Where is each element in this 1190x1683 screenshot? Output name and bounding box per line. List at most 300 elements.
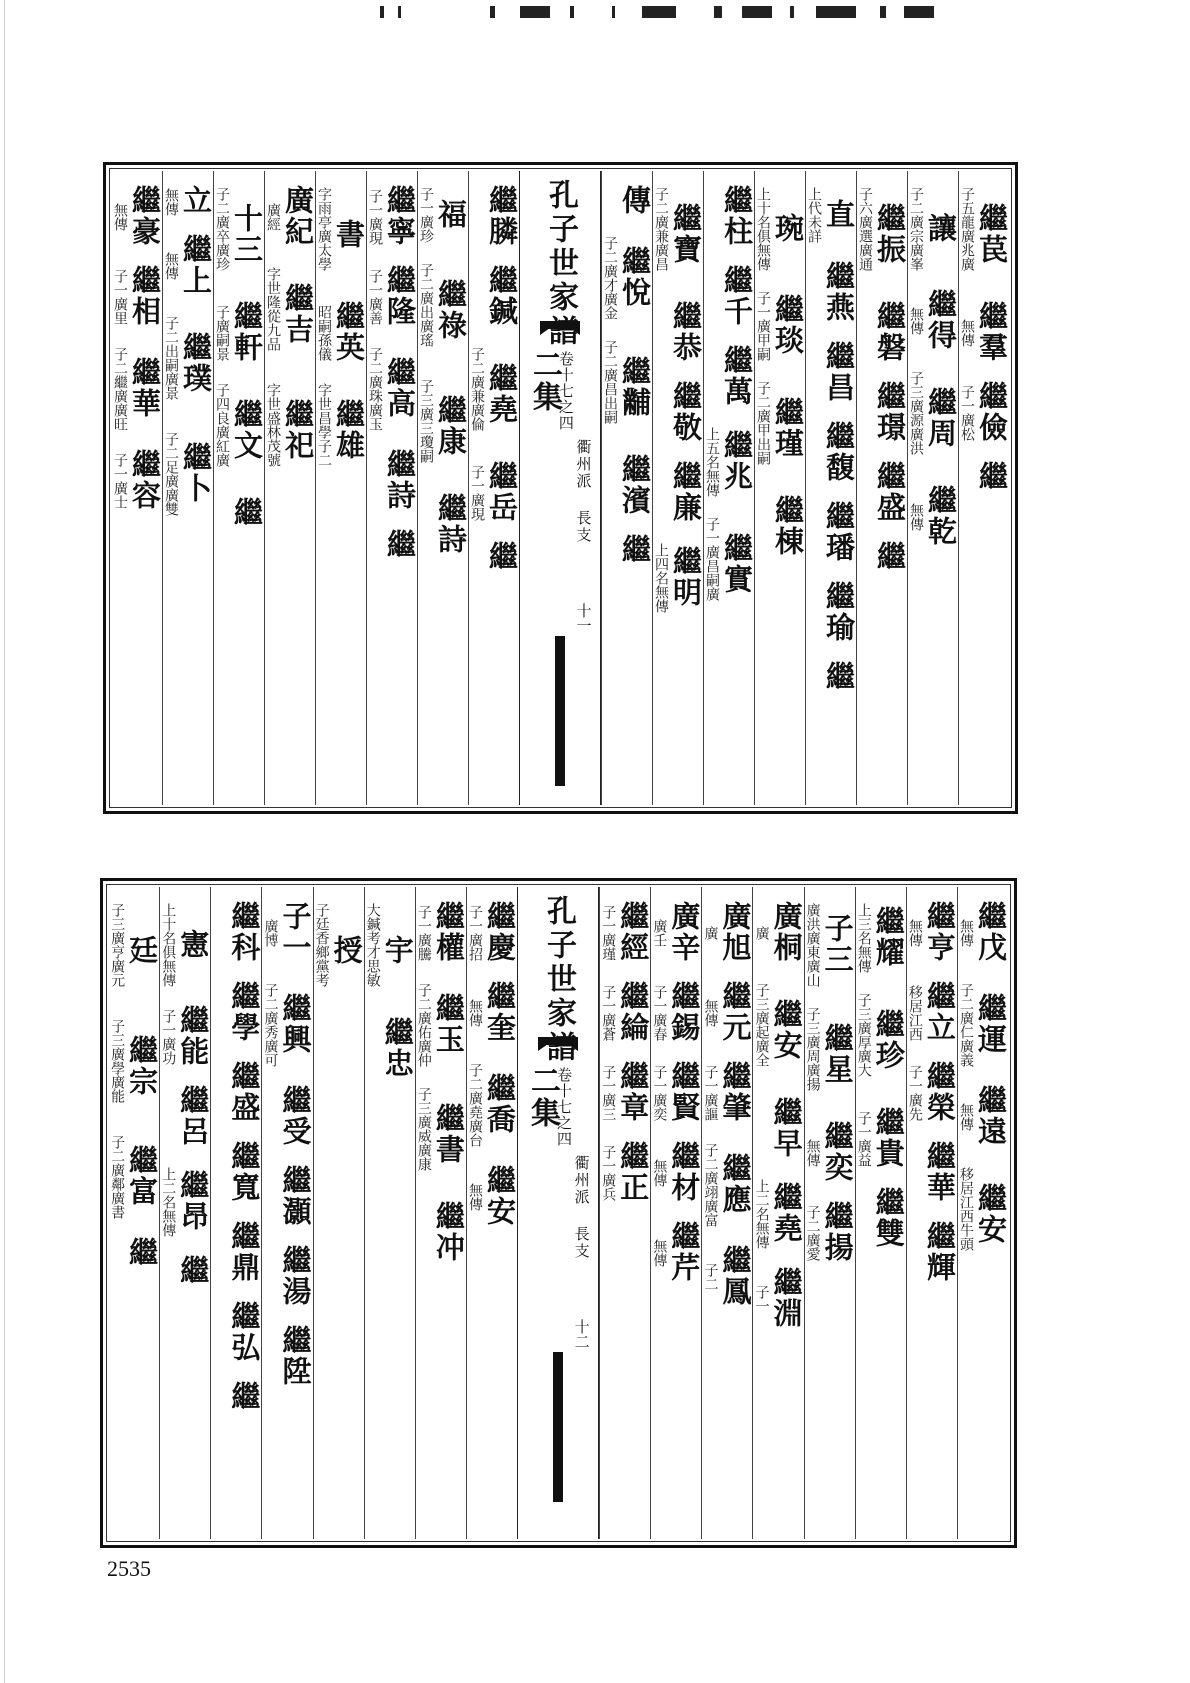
book-title: 孔子世家譜 <box>541 895 577 1065</box>
person-name: 繼悅 <box>618 246 652 308</box>
genealogy-column <box>957 887 1008 1539</box>
person-note: 子二廣鄰廣書 <box>109 1135 126 1219</box>
person-name: 繼鼎 <box>227 1221 262 1283</box>
genealogy-entry <box>873 301 907 363</box>
person-name: 繼揚 <box>820 1201 855 1263</box>
person-note: 子五龍廣兆廣 <box>959 187 975 271</box>
person-name: 繼寬 <box>227 1141 262 1203</box>
genealogy-entry <box>856 901 906 973</box>
person-name: 繼瑾 <box>771 397 805 459</box>
genealogy-entry <box>213 185 264 283</box>
person-note: 無傳 <box>958 919 974 947</box>
genealogy-column <box>906 887 957 1539</box>
genealogy-entry <box>651 1141 701 1203</box>
person-name: 繼華 <box>922 1141 957 1203</box>
person-note: 子六廣選廣通 <box>857 187 873 271</box>
genealogy-entry <box>856 1107 906 1169</box>
person-name: 繼珍 <box>871 1009 906 1071</box>
person-note: 子一廣先 <box>906 1065 923 1121</box>
person-name: 繼 <box>485 541 519 572</box>
genealogy-entry <box>109 1017 159 1115</box>
genealogy-entry <box>702 981 752 1043</box>
person-name: 繼高 <box>383 357 417 419</box>
person-note: 子一廣奕 <box>651 1065 668 1121</box>
genealogy-entry <box>467 1061 517 1147</box>
genealogy-entry <box>669 301 703 363</box>
person-note: 子二廣佑廣仲 <box>415 983 432 1067</box>
person-name: 繼奎 <box>482 981 517 1043</box>
person-name: 十三 <box>230 203 264 265</box>
genealogy-entry <box>908 485 958 547</box>
genealogy-entry <box>720 265 754 327</box>
genealogy-entry <box>958 981 1008 1067</box>
genealogy-column <box>650 887 701 1539</box>
person-name: 子三 <box>820 913 855 975</box>
person-name: 繼瑜 <box>822 581 856 643</box>
person-name: 繼岳 <box>485 461 519 523</box>
person-name: 繼 <box>176 1255 211 1286</box>
person-name: 繼隆 <box>383 265 417 327</box>
person-note: 昭嗣孫儀 <box>316 305 332 361</box>
center-fold-column <box>519 171 601 805</box>
genealogy-entry <box>485 265 519 327</box>
genealogy-entry <box>873 461 907 523</box>
genealogy-entry <box>263 901 313 963</box>
genealogy-entry <box>754 901 804 963</box>
person-note: 無傳 <box>908 503 924 531</box>
person-name: 繼 <box>822 661 856 692</box>
genealogy-entry <box>227 1141 261 1203</box>
person-name: 繼學 <box>227 981 262 1043</box>
person-note: 子三廣威廣康 <box>415 1087 432 1171</box>
person-name: 繼章 <box>616 1061 651 1123</box>
genealogy-entry <box>485 541 519 572</box>
genealogy-entry <box>822 421 856 483</box>
genealogy-entry <box>230 497 264 528</box>
person-note: 字世昌學子二 <box>316 383 332 467</box>
person-name: 繼書 <box>431 1103 466 1165</box>
person-name: 繼容 <box>128 449 162 511</box>
person-note: 廣壬 <box>651 919 668 947</box>
person-note: 上二名無傳 <box>753 1179 770 1249</box>
person-name: 繼璞 <box>179 332 213 394</box>
person-note: 子二廣翊廣富 <box>702 1143 719 1227</box>
genealogy-entry <box>618 185 652 216</box>
person-note: 子二廣珠廣玉 <box>367 347 383 431</box>
genealogy-column <box>264 171 315 805</box>
person-name: 繼芹 <box>667 1221 702 1283</box>
person-name: 繼奕 <box>820 1121 855 1183</box>
genealogy-entry <box>264 381 315 479</box>
genealogy-entry <box>720 185 754 247</box>
genealogy-entry <box>804 1005 855 1103</box>
person-note: 子一廣善 <box>367 269 383 325</box>
person-name: 繼廉 <box>669 461 703 523</box>
person-note: 子一廣甲嗣 <box>755 291 771 361</box>
person-name: 繼榮 <box>922 1061 957 1123</box>
genealogy-entry <box>754 379 805 477</box>
person-note: 子二廣卒廣珍 <box>214 187 230 271</box>
genealogy-entry <box>770 1097 804 1159</box>
person-note: 字世隆從九品 <box>265 267 281 351</box>
person-note: 無傳 <box>651 1159 668 1187</box>
person-note: 子一廣招 <box>466 905 483 961</box>
genealogy-entry <box>873 541 907 572</box>
person-name: 繼喬 <box>482 1073 517 1135</box>
person-name: 繼軒 <box>230 301 264 363</box>
genealogy-entry <box>755 289 805 361</box>
person-note: 子四良廣紅廣 <box>214 383 230 467</box>
collection-label: 二集 <box>527 349 562 413</box>
genealogy-entry <box>109 1133 159 1219</box>
genealogy-entry <box>313 901 364 999</box>
person-note: 子一廣兵 <box>600 1145 617 1201</box>
person-name: 廷 <box>125 934 160 966</box>
person-name: 繼文 <box>230 399 264 461</box>
genealogy-entry <box>264 265 315 363</box>
genealogy-entry <box>316 301 366 363</box>
genealogy-entry <box>160 1165 210 1237</box>
person-note: 移居江西 <box>906 985 923 1041</box>
genealogy-entry <box>669 381 703 443</box>
person-note: 子一廣益 <box>855 1111 872 1167</box>
genealogy-page-upper <box>103 162 1018 814</box>
person-name: 繼 <box>230 497 264 528</box>
person-note: 子二廣甲出嗣 <box>755 381 771 465</box>
person-name: 繼灝 <box>278 1165 313 1227</box>
person-name: 繼盛 <box>227 1061 262 1123</box>
person-name: 繼馥 <box>822 421 856 483</box>
person-note: 子一 <box>753 1285 770 1313</box>
person-note: 子二足廣廣雙 <box>163 432 179 516</box>
person-note: 上十名俱無傳 <box>755 187 771 271</box>
person-note: 子二廣仁廣義 <box>958 983 974 1067</box>
person-note: 子一廣昌嗣廣 <box>704 517 720 601</box>
genealogy-entry <box>651 981 701 1043</box>
genealogy-entry <box>279 1245 313 1307</box>
person-name: 傳 <box>618 185 652 216</box>
person-name: 繼盛 <box>873 461 907 523</box>
genealogy-entry <box>279 1325 313 1387</box>
genealogy-entry <box>771 495 805 557</box>
person-note: 子二廣愛 <box>804 1205 821 1261</box>
person-note: 無傳 <box>702 999 719 1027</box>
fishtail-mark-bottom <box>555 636 565 786</box>
person-note: 子二 <box>702 1263 719 1291</box>
person-note: 子三廣周廣揚 <box>804 1007 821 1091</box>
genealogy-entry <box>651 901 701 963</box>
person-name: 繼貴 <box>871 1107 906 1169</box>
genealogy-entry <box>227 1061 261 1123</box>
genealogy-entry <box>163 430 213 516</box>
genealogy-entry <box>856 185 907 283</box>
person-name: 繼經 <box>616 901 651 963</box>
person-note: 無傳 <box>959 319 975 347</box>
genealogy-entry <box>923 1221 957 1283</box>
genealogy-column <box>907 171 958 805</box>
genealogy-column <box>364 887 415 1539</box>
volume-label: 卷十七之四 <box>556 351 575 431</box>
genealogy-entry <box>822 341 856 403</box>
person-name: 繼 <box>125 1237 160 1268</box>
genealogy-entry <box>806 185 856 243</box>
genealogy-column <box>417 171 468 805</box>
genealogy-entry <box>908 289 958 351</box>
person-name: 繼濱 <box>618 454 652 516</box>
genealogy-entry <box>754 1267 804 1329</box>
person-name: 繼明 <box>669 546 703 608</box>
person-note: 子一廣功 <box>160 1009 177 1065</box>
genealogy-column <box>804 887 855 1539</box>
person-name: 繼膦 <box>485 185 519 247</box>
person-name: 繼安 <box>974 1183 1008 1245</box>
person-note: 子二廣堯廣台 <box>466 1063 483 1147</box>
person-name: 繼慶 <box>482 901 517 963</box>
person-name: 宇 <box>380 934 415 966</box>
person-name: 繼棟 <box>771 495 805 557</box>
genealogy-entry <box>958 185 1009 283</box>
genealogy-column <box>805 171 856 805</box>
person-name: 繼耀 <box>871 906 906 968</box>
person-name: 繼呂 <box>176 1085 211 1147</box>
person-name: 繼鳳 <box>718 1245 753 1307</box>
person-name: 直 <box>822 198 856 230</box>
person-name: 繼振 <box>873 203 907 265</box>
genealogy-entry <box>704 425 754 497</box>
person-note: 移居江西牛頭 <box>958 1167 974 1251</box>
person-name: 繼 <box>227 1381 262 1412</box>
person-name: 繼陞 <box>278 1325 313 1387</box>
person-name: 繼詩 <box>383 449 417 511</box>
genealogy-column <box>112 171 162 805</box>
genealogy-column <box>109 887 159 1539</box>
person-note: 子二廣才廣金 <box>602 236 618 320</box>
genealogy-column <box>599 887 650 1539</box>
person-name: 繼肇 <box>718 1061 753 1123</box>
person-note: 子三廣三瓊嗣 <box>418 379 434 463</box>
person-name: 繼上 <box>179 234 213 296</box>
genealogy-entry <box>315 185 366 283</box>
person-note: 子一廣現 <box>367 189 383 245</box>
person-note: 字世盛林茂號 <box>265 383 281 467</box>
genealogy-entry <box>651 1061 701 1123</box>
genealogy-entry <box>702 1245 752 1307</box>
person-name: 繼運 <box>974 993 1008 1055</box>
person-note: 無傳 <box>466 999 483 1027</box>
fold-label <box>520 171 600 805</box>
person-name: 繼卜 <box>179 442 213 504</box>
genealogy-column <box>855 887 906 1539</box>
person-name: 繼英 <box>332 301 366 363</box>
person-name: 繼實 <box>720 533 754 595</box>
person-name: 繼敬 <box>669 381 703 443</box>
person-name: 繼昌 <box>822 341 856 403</box>
person-name: 繼 <box>618 534 652 565</box>
genealogy-column <box>415 887 466 1539</box>
genealogy-page-lower <box>100 878 1017 1548</box>
person-name: 繼冲 <box>431 1201 466 1263</box>
person-name: 繼安 <box>769 999 804 1061</box>
person-name: 繼雄 <box>332 399 366 461</box>
person-name: 繼豪 <box>128 185 162 247</box>
genealogy-entry <box>227 1381 261 1412</box>
person-note: 上四名無傳 <box>653 543 669 613</box>
person-note: 無傳 <box>163 252 179 280</box>
collection-label: 二集 <box>524 1065 560 1129</box>
person-note: 子二廣昌出嗣 <box>602 340 618 424</box>
person-note: 無傳 <box>651 1239 668 1267</box>
person-name: 繼黼 <box>618 356 652 418</box>
genealogy-entry <box>125 1237 159 1268</box>
genealogy-entry <box>600 1061 650 1123</box>
genealogy-entry <box>703 515 754 613</box>
person-name: 繼祿 <box>434 279 468 341</box>
person-note: 上二名無傳 <box>160 1167 177 1237</box>
genealogy-column <box>162 171 213 805</box>
person-name: 繼材 <box>667 1141 702 1203</box>
person-note: 子一廣蒼 <box>600 985 617 1041</box>
person-name: 繼璠 <box>822 501 856 563</box>
person-note: 無傳 <box>466 1183 483 1211</box>
person-name: 繼賢 <box>667 1061 702 1123</box>
folio-number: 十二 <box>572 1319 591 1349</box>
person-name: 繼吉 <box>281 283 315 345</box>
genealogy-entry <box>265 185 315 247</box>
genealogy-entry <box>805 901 855 987</box>
person-note: 廣洪廣東廣山 <box>804 903 821 987</box>
person-name: 繼萬 <box>720 345 754 407</box>
genealogy-entry <box>822 261 856 323</box>
person-note: 子二廣宗廣峯 <box>908 187 924 271</box>
genealogy-entry <box>112 265 162 327</box>
genealogy-entry <box>467 901 517 963</box>
person-note: 子廷香鄉黨考 <box>313 903 330 987</box>
person-name: 繼詩 <box>434 493 468 555</box>
genealogy-entry <box>485 185 519 247</box>
genealogy-columns-upper <box>112 171 1009 805</box>
genealogy-column <box>856 171 907 805</box>
genealogy-column <box>958 171 1009 805</box>
genealogy-entry <box>959 381 1009 443</box>
genealogy-entry <box>651 1221 701 1283</box>
genealogy-entry <box>467 981 517 1043</box>
person-note: 子一廣春 <box>651 985 668 1041</box>
genealogy-entry <box>434 493 468 555</box>
person-name: 繼燕 <box>822 261 856 323</box>
person-note: 上五名無傳 <box>704 427 720 497</box>
genealogy-entry <box>416 901 466 963</box>
genealogy-column <box>159 887 210 1539</box>
person-name: 繼乾 <box>924 485 958 547</box>
person-note: 上十名俱無傳 <box>160 903 177 987</box>
person-note: 上代未詳 <box>806 187 822 243</box>
genealogy-columns-lower <box>109 887 1008 1539</box>
person-note: 無傳 <box>906 919 923 947</box>
genealogy-column <box>466 887 517 1539</box>
person-note: 廣經 <box>265 203 281 231</box>
person-name: 繼正 <box>616 1141 651 1203</box>
person-name: 繼羣 <box>975 301 1009 363</box>
person-name: 繼得 <box>924 289 958 351</box>
genealogy-column <box>752 887 803 1539</box>
person-name: 繼祀 <box>281 399 315 461</box>
genealogy-entry <box>381 1017 415 1079</box>
person-name: 繼昂 <box>176 1170 211 1232</box>
genealogy-entry <box>958 901 1008 963</box>
person-name: 繼能 <box>176 1005 211 1067</box>
genealogy-entry <box>653 541 703 613</box>
person-note: 子一廣謳 <box>702 1065 719 1121</box>
person-name: 繼弘 <box>227 1301 262 1363</box>
genealogy-entry <box>467 1165 517 1227</box>
genealogy-entry <box>163 185 213 216</box>
genealogy-entry <box>279 1085 313 1147</box>
genealogy-entry <box>907 981 957 1043</box>
person-note: 子一廣瑾 <box>600 905 617 961</box>
person-name: 繼鍼 <box>485 265 519 327</box>
person-name: 繼雙 <box>871 1187 906 1249</box>
person-note: 子三廣源廣洪 <box>908 371 924 455</box>
genealogy-entry <box>822 581 856 643</box>
person-name: 繼忠 <box>380 1017 415 1079</box>
person-name: 繼元 <box>718 981 753 1043</box>
genealogy-entry <box>383 449 417 511</box>
genealogy-entry <box>315 381 366 479</box>
genealogy-entry <box>112 345 162 431</box>
genealogy-column <box>313 887 364 1539</box>
center-fold-column <box>517 887 599 1539</box>
genealogy-column <box>652 171 703 805</box>
person-note: 廣 <box>753 926 770 940</box>
genealogy-entry <box>975 461 1009 492</box>
person-name: 立 <box>179 185 213 216</box>
folio-number: 十一 <box>574 603 593 633</box>
genealogy-entry <box>213 381 264 479</box>
person-name: 繼淵 <box>769 1267 804 1329</box>
genealogy-column <box>315 171 366 805</box>
person-note: 無傳 <box>958 1103 974 1131</box>
book-title: 孔子世家譜 <box>543 179 578 349</box>
person-name: 繼權 <box>431 901 466 963</box>
person-name: 子一 <box>278 901 313 963</box>
person-name: 繼儉 <box>975 381 1009 443</box>
person-name: 繼周 <box>924 387 958 449</box>
genealogy-entry <box>669 461 703 523</box>
genealogy-entry <box>752 981 803 1079</box>
genealogy-entry <box>417 377 468 475</box>
person-name: 繼科 <box>227 901 262 963</box>
person-name: 讓 <box>924 212 958 244</box>
branch-label: 衢州派 長支 <box>574 439 593 544</box>
genealogy-column <box>210 887 261 1539</box>
genealogy-entry <box>417 261 468 359</box>
person-name: 授 <box>329 934 364 966</box>
genealogy-entry <box>383 529 417 560</box>
person-note: 子二廣兼廣昌 <box>653 187 669 271</box>
genealogy-entry <box>805 1201 855 1263</box>
genealogy-entry <box>227 901 261 963</box>
person-note: 子一廣里 <box>112 269 128 325</box>
genealogy-entry <box>855 991 906 1089</box>
person-note: 上三名無傳 <box>855 903 872 973</box>
person-note: 子二廣出廣瑤 <box>418 263 434 347</box>
person-name: 琬 <box>771 212 805 244</box>
person-note: 廣 <box>702 926 719 940</box>
person-name: 廣旭 <box>718 901 753 963</box>
genealogy-entry <box>163 234 213 296</box>
genealogy-entry <box>702 1141 752 1227</box>
genealogy-entry <box>432 1201 466 1263</box>
